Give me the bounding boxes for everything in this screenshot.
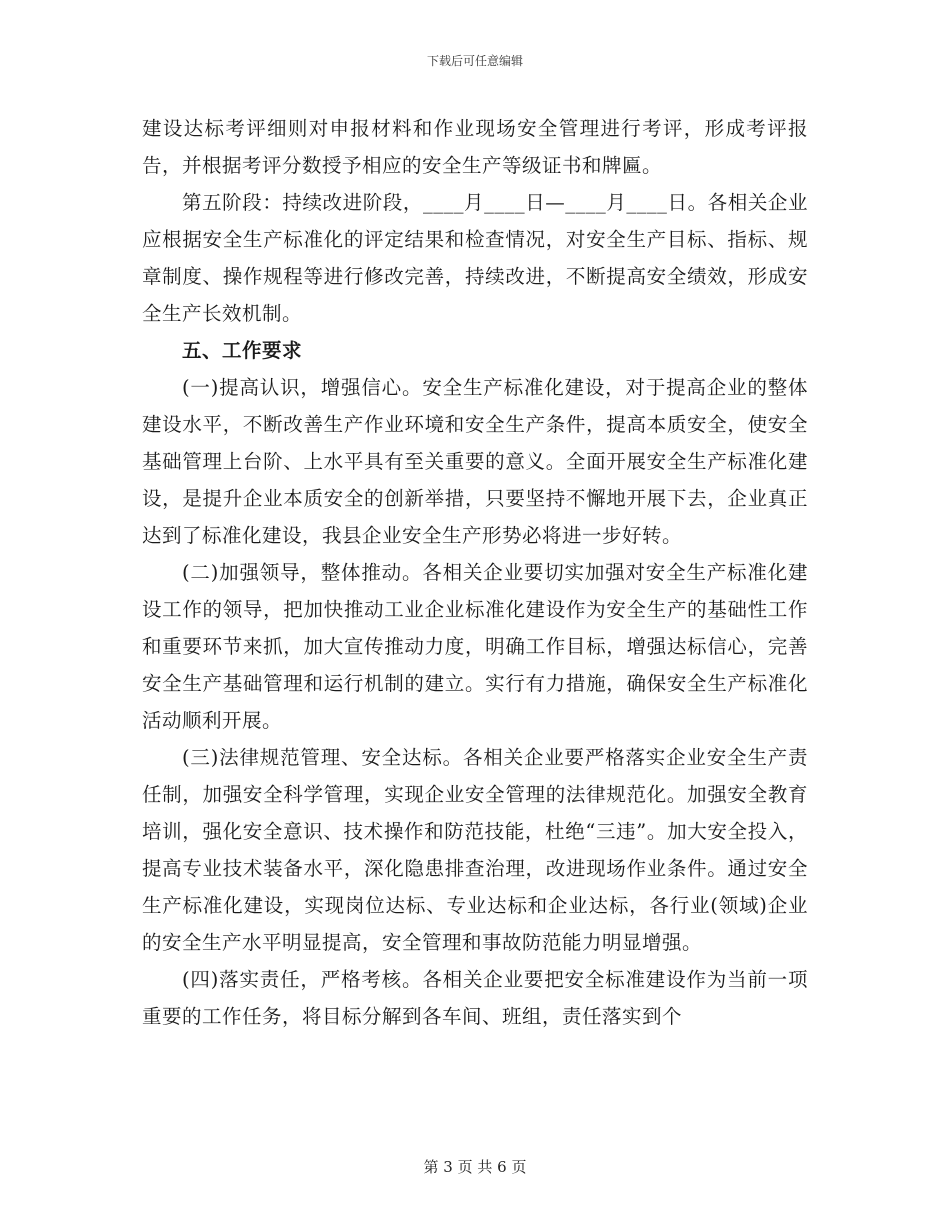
document-body	[142, 110, 808, 1035]
section-title: 五、工作要求	[182, 339, 303, 362]
page-header: 下载后可任意编辑	[426, 54, 523, 68]
paragraph-requirement-3: (三)法律规范管理、安全达标。各相关企业要严格落实企业安全生产责任制，加强安全科学管理，实现企业安全管理的法律规范化。加强安全教育培训，强化安全意识、技术操作和防范技能，杜绝“三违”。加大安全投入，提高专业技术装备水平，深化隐患排查治理，改进现场作业条件。通过安全生产标准化建设，实现岗位达标、专业达标和企业达标，各行业(领域)企业的安全生产水平明显提高，安全管理和事故防范能力明显增强。	[142, 746, 808, 954]
paragraph-stage-five: 第五阶段：持续改进阶段，____月____日—____月____日。各相关企业应根据安全生产标准化的评定结果和检查情况，对安全生产目标、指标、规章制度、操作规程等进行修改完善，持续改进，不断提高安全绩效，形成安全生产长效机制。	[142, 191, 808, 325]
paragraph-requirement-2: (二)加强领导，整体推动。各相关企业要切实加强对安全生产标准化建设工作的领导，把加快推动工业企业标准化建设作为安全生产的基础性工作和重要环节来抓，加大宣传推动力度，明确工作目标，增强达标信心，完善安全生产基础管理和运行机制的建立。实行有力措施，确保安全生产标准化活动顺利开展。	[142, 561, 808, 732]
paragraph-requirement-4: (四)落实责任，严格考核。各相关企业要把安全标准建设作为当前一项重要的工作任务，将目标分解到各车间、班组，责任落实到个	[142, 968, 808, 1028]
paragraph-requirement-1: (一)提高认识，增强信心。安全生产标准化建设，对于提高企业的整体建设水平，不断改善生产作业环境和安全生产条件，提高本质安全，使安全基础管理上台阶、上水平具有至关重要的意义。全面开展安全生产标准化建设，是提升企业本质安全的创新举措，只要坚持不懈地开展下去，企业真正达到了标准化建设，我县企业安全生产形势必将进一步好转。	[142, 376, 808, 547]
page-footer: 第 3 页 共 6 页	[423, 1158, 527, 1176]
paragraph-continued: 建设达标考评细则对申报材料和作业现场安全管理进行考评，形成考评报告，并根据考评分数授予相应的安全生产等级证书和牌匾。	[142, 117, 808, 177]
